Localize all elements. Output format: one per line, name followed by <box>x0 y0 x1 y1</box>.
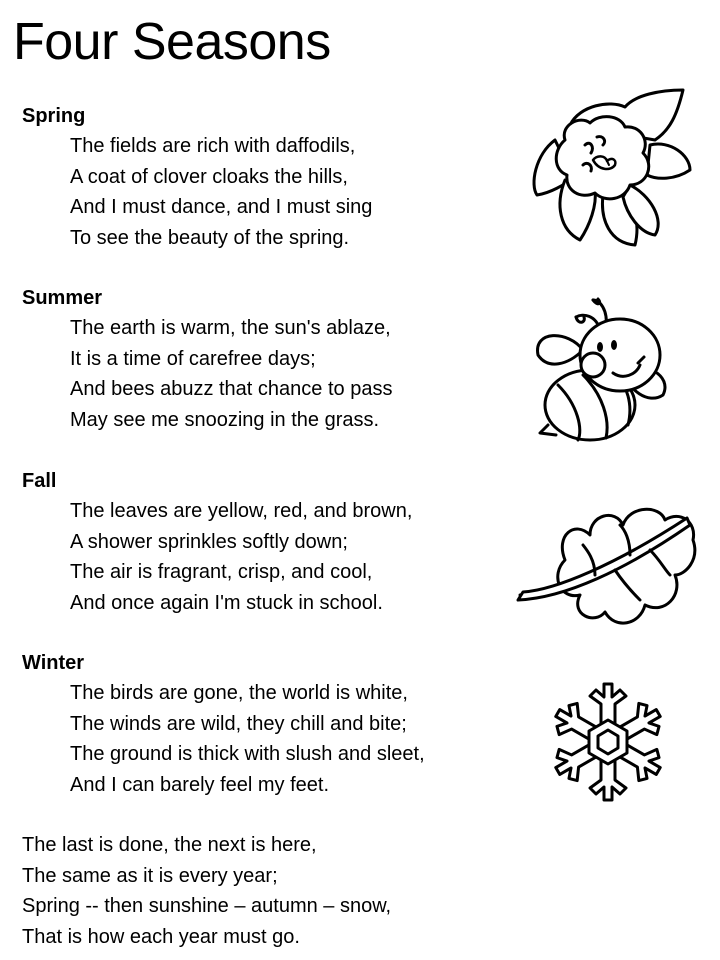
poem-line: May see me snoozing in the grass. <box>70 408 380 431</box>
poem-line: And bees abuzz that chance to pass <box>70 378 393 400</box>
season-title-fall: Fall <box>22 470 57 492</box>
stanza-fall <box>22 466 502 618</box>
poem-line: The fields are rich with daffodils, <box>70 135 356 157</box>
leaf-icon <box>515 500 700 630</box>
season-title-summer: Summer <box>22 287 103 309</box>
poem-line: The same as it is every year; <box>22 864 278 887</box>
season-title-spring: Spring <box>22 105 86 127</box>
poem-line: The air is fragrant, crisp, and cool, <box>70 561 373 583</box>
poem-line: The winds are wild, they chill and bite; <box>70 712 407 735</box>
poem-line: That is how each year must go. <box>22 925 300 948</box>
poem-line: Spring -- then sunshine – autumn – snow, <box>22 895 392 917</box>
poem-line: To see the beauty of the spring. <box>70 226 350 249</box>
poem-line: The ground is thick with slush and sleet, <box>70 743 425 765</box>
poem-line: And I can barely feel my feet. <box>70 773 330 796</box>
poem-line: And once again I'm stuck in school. <box>70 591 383 614</box>
snowflake-icon <box>543 675 673 810</box>
season-title-winter: Winter <box>22 652 85 674</box>
page-title: Four Seasons <box>13 13 331 71</box>
stanza-closing <box>22 830 502 952</box>
stanza-spring <box>22 101 502 253</box>
poem-line: It is a time of carefree days; <box>70 347 316 370</box>
poem-line: A shower sprinkles softly down; <box>70 530 348 553</box>
poem-line: The earth is warm, the sun's ablaze, <box>70 317 391 339</box>
daffodil-icon <box>525 85 695 250</box>
stanza-summer <box>22 283 502 435</box>
bee-icon <box>528 295 678 445</box>
poem-line: The last is done, the next is here, <box>22 834 317 856</box>
poem-line: A coat of clover cloaks the hills, <box>70 165 348 188</box>
stanza-winter <box>22 648 502 800</box>
poem-line: The birds are gone, the world is white, <box>70 682 408 704</box>
poem-line: The leaves are yellow, red, and brown, <box>70 500 413 522</box>
poem-line: And I must dance, and I must sing <box>70 196 373 218</box>
